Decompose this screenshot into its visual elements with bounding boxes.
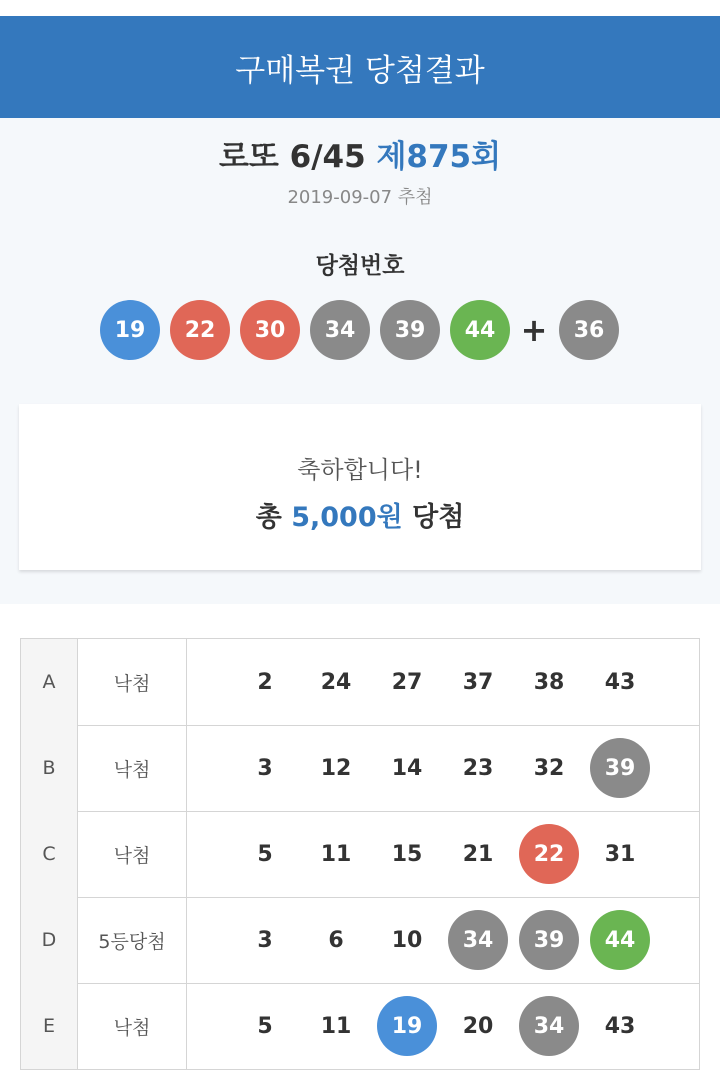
- ticket-number-matched: 39: [519, 910, 579, 970]
- page-header: [0, 16, 720, 118]
- ticket-number: 5: [257, 841, 273, 867]
- total-suffix: 당첨: [412, 502, 465, 533]
- row-letter: B: [21, 725, 78, 811]
- winning-ball-3: 30: [240, 300, 300, 360]
- ticket-row-e: [21, 983, 699, 1069]
- game-name: 로또 6/45: [218, 139, 366, 175]
- ticket-number: 20: [462, 1013, 494, 1039]
- ticket-number-matched: 19: [377, 996, 437, 1056]
- game-round: 제875회: [376, 139, 502, 175]
- ticket-number: 43: [604, 669, 636, 695]
- row-status: 낙첨: [78, 811, 187, 897]
- ticket-number: 2: [257, 669, 273, 695]
- total-prefix: 총: [255, 502, 282, 533]
- ticket-table: [20, 638, 700, 1070]
- row-status: 낙첨: [78, 639, 187, 725]
- bonus-ball: 36: [559, 300, 619, 360]
- ticket-number-matched: 44: [590, 910, 650, 970]
- total-winnings: [19, 495, 701, 534]
- ticket-row-b: [21, 725, 699, 812]
- ticket-number: 5: [257, 1013, 273, 1039]
- ticket-number: 10: [391, 927, 423, 953]
- ticket-number: 11: [320, 841, 352, 867]
- plus-icon: +: [520, 311, 548, 349]
- ticket-number-matched: 34: [448, 910, 508, 970]
- ticket-number: 27: [391, 669, 423, 695]
- ticket-number: 3: [257, 755, 273, 781]
- ticket-row-a: [21, 639, 699, 726]
- row-letter: C: [21, 811, 78, 897]
- ticket-number-matched: 34: [519, 996, 579, 1056]
- winning-ball-5: 39: [380, 300, 440, 360]
- result-card: [19, 404, 701, 570]
- congrats-message: 축하합니다!: [297, 456, 423, 484]
- ticket-number: 43: [604, 1013, 636, 1039]
- ticket-row-c: [21, 811, 699, 898]
- ticket-number: 11: [320, 1013, 352, 1039]
- ticket-number: 12: [320, 755, 352, 781]
- ticket-number-matched: 22: [519, 824, 579, 884]
- ticket-number: 15: [391, 841, 423, 867]
- ticket-number: 24: [320, 669, 352, 695]
- page-title: 구매복권 당첨결과: [235, 52, 485, 89]
- ticket-number: 23: [462, 755, 494, 781]
- ticket-row-d: [21, 897, 699, 984]
- winning-ball-6: 44: [450, 300, 510, 360]
- winning-ball-4: 34: [310, 300, 370, 360]
- ticket-number: 32: [533, 755, 565, 781]
- ticket-number: 3: [257, 927, 273, 953]
- row-status: 낙첨: [78, 983, 187, 1069]
- total-amount: 5,000원: [291, 502, 403, 533]
- row-status: 5등당첨: [78, 897, 187, 983]
- winning-ball-2: 22: [170, 300, 230, 360]
- row-letter: A: [21, 639, 78, 725]
- winning-ball-1: 19: [100, 300, 160, 360]
- draw-date: 2019-09-07 추첨: [287, 187, 433, 208]
- ticket-number: 38: [533, 669, 565, 695]
- ticket-number: 37: [462, 669, 494, 695]
- game-title: [0, 131, 720, 176]
- ticket-number: 31: [604, 841, 636, 867]
- ticket-number-matched: 39: [590, 738, 650, 798]
- row-letter: E: [21, 983, 78, 1069]
- ticket-number: 6: [328, 927, 344, 953]
- row-letter: D: [21, 897, 78, 983]
- ticket-number: 14: [391, 755, 423, 781]
- ticket-number: 21: [462, 841, 494, 867]
- winning-numbers-label: 당첨번호: [315, 253, 405, 279]
- row-status: 낙첨: [78, 725, 187, 811]
